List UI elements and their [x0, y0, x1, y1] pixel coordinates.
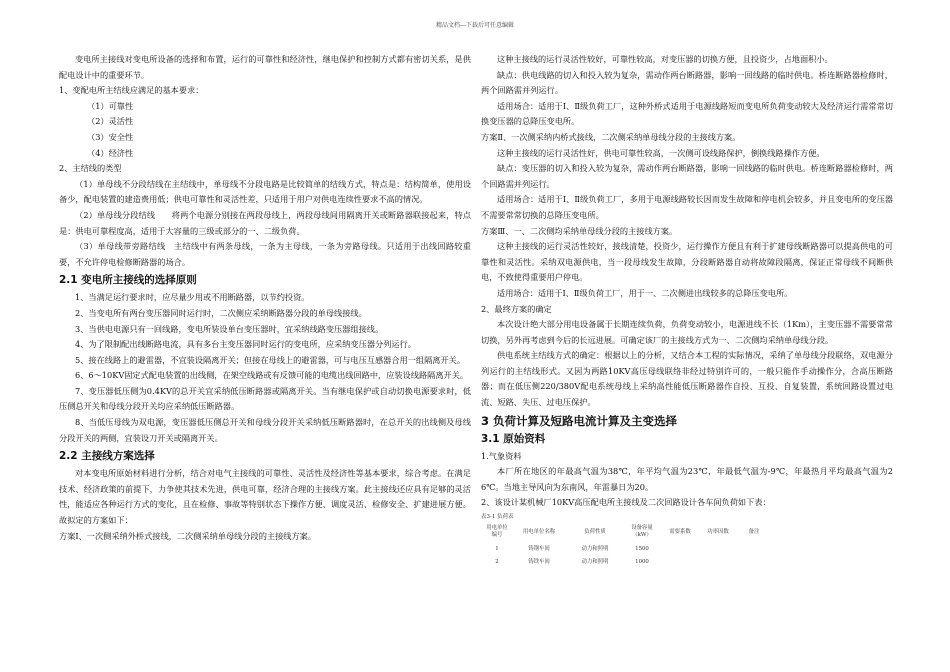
paragraph: 方案Ⅱ、一次侧采纳内桥式接线，二次侧采纳单母线分段的主接线方案。 — [481, 131, 741, 142]
table-row — [483, 556, 771, 569]
left-column — [59, 52, 471, 544]
paragraph: 适用场合：适用于Ⅰ、Ⅱ级负荷工厂，多用于电源线路较长因而发生故障和停电机会较多，并且变电所的变压器不需要常常切换的总降压变电所。 — [481, 194, 893, 220]
paragraph: （2）单母线分段结线 将两个电源分别接在两段母线上，两段母线间用隔离开关或断路器联接起来，特点是：供电可靠程度高，适用于大容量的三级或部分的一、二级负荷。 — [59, 209, 471, 236]
paragraph: 适用场合：适用于Ⅰ、Ⅱ级负荷工厂，用于一、二次侧进出线较多的总降压变电所。 — [497, 287, 793, 298]
paragraph: 1、当满足运行要求时，应尽量少用或不用断路器，以节约投资。 — [75, 292, 310, 303]
table-header-cell: 功率因数 — [707, 528, 729, 535]
paragraph: 这种主接线的运行灵活性好，供电可靠性较高，一次侧可设线路保护，倒换线路操作方便。 — [497, 147, 825, 158]
paragraph: 适用场合：适用于Ⅰ、Ⅱ级负荷工厂，这种外桥式适用于电源线路短而变电所负荷变动较大及经济运行需常常切换变压器的总降压变电所。 — [481, 100, 893, 127]
table-cell: 铸铁车间 — [528, 559, 550, 566]
table-header-cell: 用电单位编号 — [486, 525, 508, 539]
load-table — [483, 521, 771, 569]
table-header-cell: 负荷性质 — [584, 528, 606, 535]
page-header: 精品文档---下载后可任意编辑 — [435, 22, 515, 29]
chapter-heading: 3 负荷计算及短路电流计算及主变选择 — [481, 413, 678, 428]
paragraph: （2）灵活性 — [87, 116, 134, 127]
paragraph: 方案Ⅰ、一次侧采纳外桥式接线，二次侧采纳单母线分段的主接线方案。 — [59, 530, 317, 541]
paragraph: 1、变配电所主结线应满足的基本要求： — [59, 85, 204, 96]
paragraph: 4、为了限制配出线断路电流，具有多台主变压器同时运行的变电所，应采纳变压器分列运行。 — [75, 339, 416, 350]
table-cell — [737, 556, 771, 569]
section-heading: 2.1 变电所主接线的选择原则 — [59, 274, 197, 287]
table-row — [483, 543, 771, 556]
table-cell — [699, 556, 737, 569]
paragraph: 对本变电所原始材料进行分析，结合对电气主接线的可靠性、灵活性及经济性等基本要求，综合考虑。在满足技术、经济政策的前提下，力争使其技术先进，供电可靠，经济合理的主接线方案。此主接线还应具有足够的灵活性，能适应各种运行方式的变化，且在检修、事故等特别状态下操作方便、调度灵活、检修安全、扩建进展方便。故拟定的方案如下： — [59, 468, 471, 526]
table-header-cell: 设备容量（kW） — [631, 525, 653, 539]
paragraph: 5、接在线路上的避雷器，不宜装设隔离开关；但接在母线上的避雷器，可与电压互感器合用一组隔离开关。 — [75, 354, 466, 365]
paragraph: （3）安全性 — [87, 131, 134, 142]
table-cell — [699, 543, 737, 556]
table-cell — [737, 543, 771, 556]
paragraph: 2、该设计某机械厂10KV高压配电所主接线及二次回路设计各车间负荷如下表： — [481, 497, 771, 508]
paragraph: 8、当低压母线为双电源，变压器低压侧总开关和母线分段开关采纳低压断路器时，在总开关的出线侧及母线分段开关的两侧，宜装设刀开关或隔离开关。 — [59, 417, 471, 443]
paragraph: 1.气象资料 — [481, 450, 522, 461]
table-cell: 动力和照明 — [581, 546, 609, 553]
section-heading: 3.1 原始资料 — [481, 432, 546, 445]
table-cell: 铸钢车间 — [528, 546, 550, 553]
right-column — [481, 52, 893, 569]
paragraph: 2、主结线的类型 — [59, 163, 122, 174]
table-caption: 表3-1 负荷表 — [481, 514, 514, 521]
table-cell: 1 — [495, 546, 499, 553]
paragraph: 这种主接线的运行灵活性较好，接线清楚，投资少，运行操作方便且有利于扩建母线断路器可以提高供电的可靠性和灵活性。采纳双电源供电，当一段母线发生故障，分段断路器自动将故障段隔离，保证正常母线不间断供电，不致使得重要用户停电。 — [481, 241, 893, 283]
table-header-cell: 备注 — [748, 528, 760, 535]
paragraph: 7、变压器低压侧为0.4KV的总开关宜采纳低压断路器或隔离开关。当有继电保护或自动切换电源要求时，低压侧总开关和母线分段开关均应采纳低压断路器。 — [59, 385, 471, 412]
section-heading: 2.2 主接线方案选择 — [59, 450, 155, 463]
paragraph: （1）可靠性 — [87, 100, 134, 111]
paragraph: （1）单母线不分段结线在主结线中，单母线不分段电路是比较简单的结线方式，特点是：结构简单，使用设备少，配电装置的建造费用低；供电可靠性和灵活性差，只适用于用户对供电连续性要求不高的情况。 — [59, 178, 471, 205]
paragraph: 3、当供电电源只有一回线路，变电所装设单台变压器时，宜采纳线路变压器组接线。 — [75, 323, 384, 334]
table-cell: 1000 — [635, 559, 649, 566]
table-header-cell: 需要系数 — [669, 528, 691, 535]
paragraph: 缺点：供电线路的切入和投入较为复杂，需动作两台断路器，影响一回线路的临时供电。桥连断路器检修时，两个回路需并列运行。 — [481, 69, 893, 96]
paragraph: 本次设计绝大部分用电设备属于长期连续负荷，负荷变动较小，电源进线不长（1Km），主变压器不需要常常切换，另外再考虑到今后的长远进展。可确定该厂的主接线方式为一、二次侧均采纳单母线分段。 — [481, 319, 893, 345]
paragraph: 2、当变电所有两台变压器同时运行时，二次侧应采纳断路器分段的单母线接线。 — [75, 307, 367, 318]
table-cell — [661, 556, 699, 569]
table-header-cell: 用电单位名称 — [522, 528, 556, 535]
paragraph: 供电系统主结线方式的确定：根据以上的分析，又结合本工程的实际情况，采纳了单母线分段联络，双电源分列运行的主结线形式。又因为两路10KV高压母线联络非经过特别许可的，一般只能作手动操作分，合高压断路器；而在低压侧220/380V配电系统母线上采纳高性能低压断路器作自投、互投、自复装置，系统回路设置过电流、短路、失压、过电压保护。 — [481, 350, 893, 408]
paragraph: 2、最终方案的确定 — [481, 303, 552, 314]
paragraph: （3）单母线带旁路结线 主结线中有两条母线，一条为主母线，一条为旁路母线。只适用于出线回路较重要，不允许停电检修断路器的场合。 — [59, 241, 471, 267]
table-cell: 2 — [495, 559, 499, 566]
paragraph: 方案Ⅲ、一、二次侧均采纳单母线分段的主接线方案。 — [481, 225, 678, 236]
table-cell: 动力和照明 — [581, 559, 609, 566]
paragraph: 本厂所在地区的年最高气温为38℃，年平均气温为23℃，年最低气温为-9℃，年最热月平均最高气温为26℃。当地主导风向为东南风，年雷暴日为20。 — [481, 466, 893, 492]
paragraph: 变电所主接线对变电所设备的选择和布置，运行的可靠性和经济性，继电保护和控制方式都有密切关系，是供配电设计中的重要环节。 — [59, 54, 471, 80]
paragraph: 缺点：变压器的切入和投入较为复杂，需动作两台断路器，影响一回线路的临时供电。桥连断路器检修时，两个回路需并列运行。 — [481, 163, 893, 189]
table-cell: 1500 — [635, 546, 649, 553]
table-cell — [661, 543, 699, 556]
paragraph: 6、6～10KV固定式配电装置的出线侧，在架空线路或有反馈可能的电缆出线回路中，应装设线路隔离开关。 — [75, 370, 469, 381]
paragraph: 这种主接线的运行灵活性较好，可靠性较高，对变压器的切换方便，且投资少，占地面积小。 — [497, 54, 833, 64]
paragraph: （4）经济性 — [87, 147, 134, 158]
